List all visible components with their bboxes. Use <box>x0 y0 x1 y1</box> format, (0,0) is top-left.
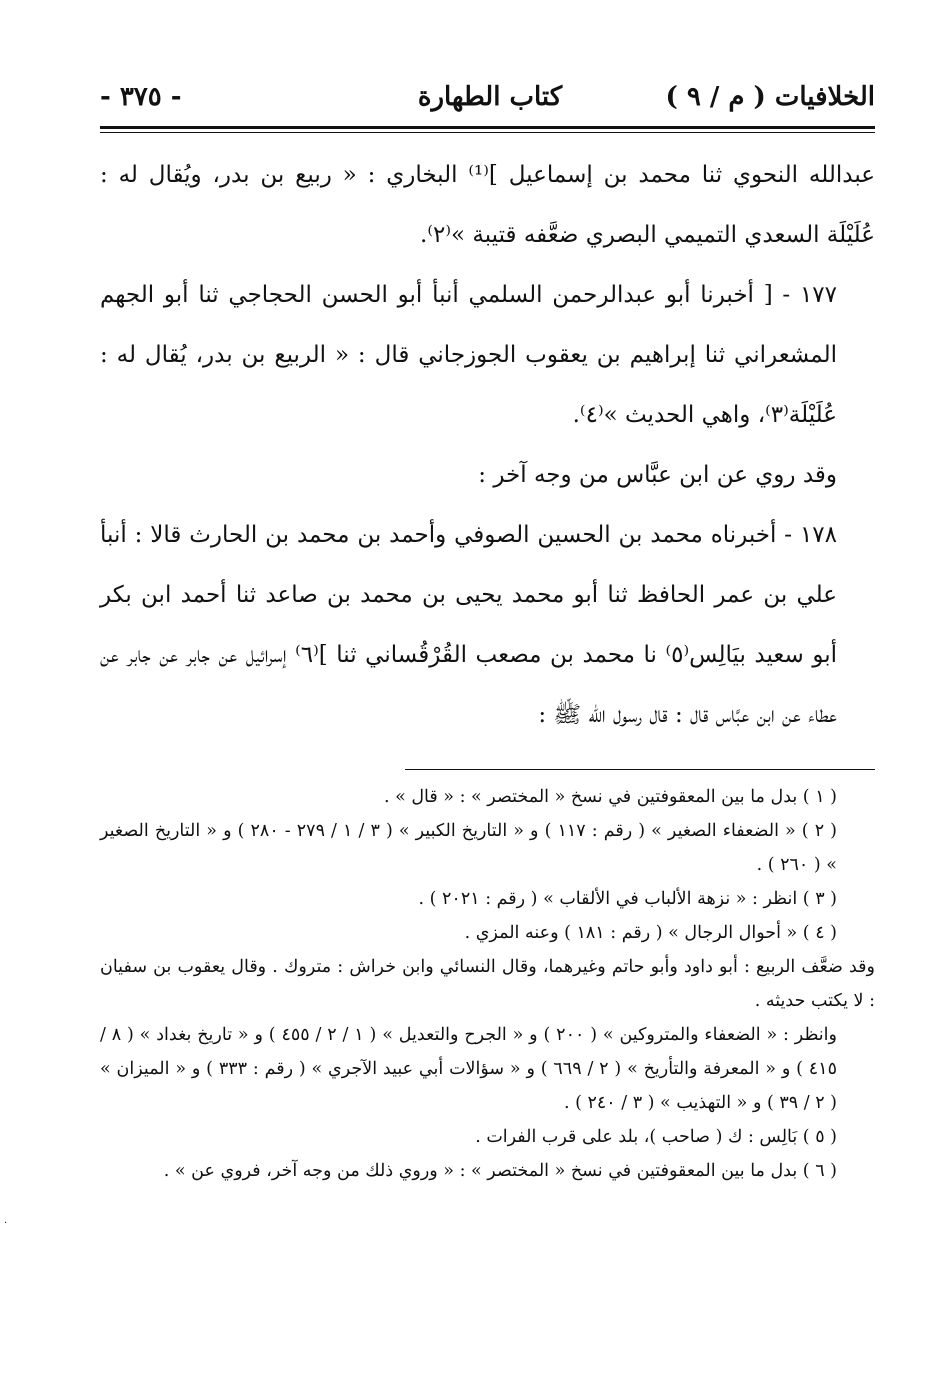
footnote: ( ١ ) بدل ما بين المعقوفتين في نسخ « المختصر » : « قال » . <box>383 787 837 807</box>
book-title: الخلافيات ( م / ٩ ) <box>665 82 875 112</box>
footnote-continuation: وانظر : « الضعفاء والمتروكين » ( ٢٠٠ ) و « الجرح والتعديل » ( ١ / ٢ / ٤٥٥ ) و « تاريخ بغداد » ( ٨ / ٤١٥ ) و « المعرفة والتأريخ » ( ٢ / ٦٦٩ ) و « سؤالات أبي عبيد الآجري » ( رقم : ٣٣٣ ) و « الميزان » ( ٢ / ٣٩ ) و « التهذيب » ( ٣ / ٢٤٠ ) . <box>100 1025 837 1113</box>
footnote: ( ٥ ) بَالِس : ك ( صاحب )، بلد على قرب الفرات . <box>475 1127 837 1147</box>
paragraph: وقد روي عن ابن عبَّاس من وجه آخر : <box>478 462 837 488</box>
page-number: - ٣٧٥ - <box>100 82 182 112</box>
book-page <box>100 72 875 1188</box>
paragraph: ١٧٧ - [ أخبرنا أبو عبدالرحمن السلمي أنبأ أبو الحسن الحجاجي ثنا أبو الجهم المشعراني ثنا إبراهيم بن يعقوب الجوزجاني قال : « الربيع بن بدر، يُقال له : عُلَيْلَة⁽٣⁾، واهي الحديث »⁽٤⁾. <box>100 282 837 428</box>
header-rule-thick <box>100 126 875 129</box>
paragraph: عبدالله النحوي ثنا محمد بن إسماعيل ]⁽¹⁾ البخاري : « ربيع بن بدر، ويُقال له : عُلَيْلَة السعدي التميمي البصري ضعَّفه قتيبة »⁽٢⁾. <box>100 162 876 248</box>
page-header <box>100 72 875 122</box>
chapter-title: كتاب الطهارة <box>417 82 563 112</box>
footnote-divider <box>405 769 875 770</box>
paragraph: ١٧٨ - أخبرناه محمد بن الحسين الصوفي وأحمد بن محمد بن الحارث قالا : أنبأ علي بن عمر الحافظ ثنا أبو محمد يحيى بن محمد بن صاعد ثنا أحمد ابن بكر أبو سعيد بيَالِس⁽٥⁾ نا محمد بن مصعب القُرْقُساني ثنا ]⁽٦⁾ إسرائيل عن جابر عن جابر عن عطاء عن ابن عبَّاس قال : قال رسول الله ﷺ : <box>100 522 837 728</box>
footnote: ( ٢ ) « الضعفاء الصغير » ( رقم : ١١٧ ) و « التاريخ الكبير » ( ٣ / ١ / ٢٧٩ - ٢٨٠ ) و « التاريخ الصغير » ( ٢٦٠ ) . <box>100 821 838 875</box>
margin-mark: · <box>4 1218 8 1229</box>
footnote: ( ٦ ) بدل ما بين المعقوفتين في نسخ « المختصر » : « وروي ذلك من وجه آخر، فروي عن » . <box>163 1161 837 1181</box>
footnote: ( ٣ ) انظر : « نزهة الألباب في الألقاب » ( رقم : ٢٠٢١ ) . <box>418 889 837 909</box>
footnote-continuation: وقد ضعَّف الربيع : أبو داود وأبو حاتم وغيرهما، وقال النسائي وابن خراش : متروك . وقال يعقوب بن سفيان : لا يكتب حديثه . <box>100 957 875 1011</box>
main-text <box>100 145 875 745</box>
footnote: ( ٤ ) « أحوال الرجال » ( رقم : ١٨١ ) وعنه المزي . <box>464 923 837 943</box>
header-rule-thin <box>100 132 875 133</box>
footnotes <box>100 780 875 1188</box>
